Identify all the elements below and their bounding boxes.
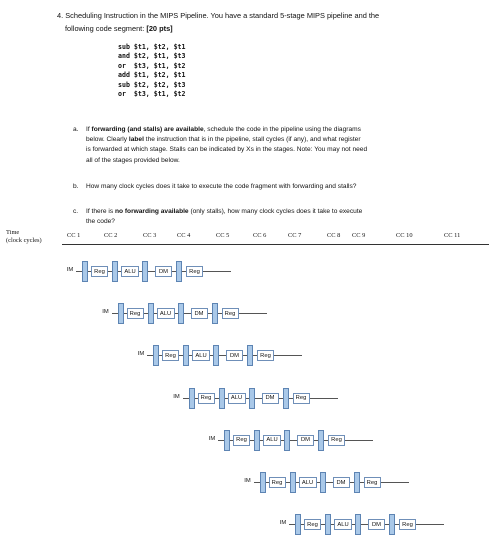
clock-cycle-label: CC 11	[444, 232, 461, 239]
code-line: or $t3, $t1, $t2	[118, 90, 186, 99]
question-header	[57, 9, 477, 35]
pipeline-register	[284, 430, 290, 451]
stage-im: IM	[137, 351, 145, 358]
pipeline-register	[355, 514, 361, 535]
question-title-line1: Scheduling Instruction in the MIPS Pipeline. You have a standard 5-stage MIPS pipeline and the	[65, 11, 380, 20]
code-line: or $t3, $t1, $t2	[118, 61, 186, 70]
stage-reg-write: Reg	[364, 477, 381, 488]
stage-reg-write: Reg	[222, 308, 239, 319]
stage-reg-read: Reg	[198, 393, 215, 404]
clock-cycle-label: CC 2	[104, 232, 118, 239]
pipeline-register	[142, 261, 148, 282]
part-a-text: , schedule the code in the pipeline using the diagrams	[203, 126, 361, 133]
clock-cycles-label: (clock cycles)	[6, 237, 42, 244]
pipeline-register	[153, 345, 159, 366]
pipeline-register	[118, 303, 124, 324]
clock-cycle-label: CC 4	[177, 232, 191, 239]
stage-im: IM	[208, 435, 216, 442]
code-line: and $t2, $t1, $t3	[118, 52, 186, 61]
clock-cycle-label: CC 8	[327, 232, 341, 239]
clock-cycle-label: CC 9	[352, 232, 366, 239]
stage-reg-read: Reg	[127, 308, 144, 319]
stage-alu: ALU	[157, 308, 175, 319]
stage-dm: DM	[191, 308, 208, 319]
pipeline-register	[219, 388, 225, 409]
clock-cycle-label: CC 10	[396, 232, 413, 239]
stage-reg-write: Reg	[186, 266, 203, 277]
stage-alu: ALU	[263, 435, 281, 446]
part-a	[73, 125, 426, 166]
code-segment	[118, 43, 186, 99]
part-c-text: (only stalls), how many clock cycles does it take to execute	[188, 208, 363, 215]
stage-dm: DM	[226, 350, 243, 361]
question-points: [20 pts]	[146, 24, 173, 33]
stage-dm: DM	[297, 435, 314, 446]
stage-alu: ALU	[299, 477, 317, 488]
pipeline-register	[148, 303, 154, 324]
stage-reg-write: Reg	[328, 435, 345, 446]
pipeline-register	[254, 430, 260, 451]
part-a-bold: forwarding (and stalls) are available	[91, 126, 204, 133]
pipeline-register	[249, 388, 255, 409]
time-axis-label	[6, 229, 42, 245]
stage-dm: DM	[333, 477, 350, 488]
time-label: Time	[6, 229, 20, 236]
pipeline-register	[213, 345, 219, 366]
part-a-label: a.	[73, 126, 79, 133]
stage-reg-read: Reg	[304, 519, 321, 530]
pipeline-register	[224, 430, 230, 451]
stage-reg-write: Reg	[293, 393, 310, 404]
stage-im: IM	[173, 393, 180, 400]
stage-reg-write: Reg	[399, 519, 416, 530]
part-c-text: the code?	[86, 218, 115, 226]
pipeline-register	[178, 303, 184, 324]
code-line: add $t1, $t2, $t1	[118, 71, 186, 80]
pipeline-register	[290, 472, 296, 493]
pipeline-register	[389, 514, 395, 535]
pipeline-register	[295, 514, 301, 535]
code-line: sub $t1, $t2, $t1	[118, 43, 186, 51]
pipeline-register	[212, 303, 218, 324]
pipeline-register	[318, 430, 324, 451]
stage-alu: ALU	[121, 266, 139, 277]
stage-reg-read: Reg	[269, 477, 286, 488]
pipeline-register	[320, 472, 326, 493]
pipeline-register	[325, 514, 331, 535]
part-c-text: If there is	[86, 208, 115, 215]
clock-cycle-label: CC 7	[288, 232, 302, 239]
stage-reg-read: Reg	[233, 435, 250, 446]
pipeline-register	[183, 345, 189, 366]
clock-cycle-label: CC 3	[143, 232, 157, 239]
part-b	[73, 182, 446, 192]
pipeline-register	[260, 472, 266, 493]
pipeline-register	[354, 472, 360, 493]
part-b-label: b.	[73, 183, 79, 190]
code-line: sub $t2, $t2, $t3	[118, 80, 186, 89]
time-axis-line	[62, 244, 489, 245]
stage-alu: ALU	[228, 393, 246, 404]
part-a-text: is forwarded at which stage. Stalls can be indicated by Xs in the stages. Note: You may not need	[86, 146, 368, 154]
part-a-bold: label	[128, 136, 144, 144]
clock-cycle-label: CC 5	[216, 232, 230, 239]
pipeline-register	[112, 261, 118, 282]
part-c	[73, 207, 446, 227]
stage-reg-write: Reg	[257, 350, 274, 361]
part-c-label: c.	[73, 208, 79, 215]
pipeline-register	[82, 261, 88, 282]
pipeline-register	[176, 261, 182, 282]
clock-cycle-label: CC 1	[67, 232, 81, 239]
question-title-line2: following code segment:	[65, 24, 145, 33]
stage-dm: DM	[368, 519, 385, 530]
part-c-bold: no forwarding available	[114, 208, 189, 215]
part-a-text: If	[86, 126, 92, 133]
pipeline-register	[189, 388, 195, 409]
stage-reg-read: Reg	[91, 266, 108, 277]
stage-reg-read: Reg	[162, 350, 179, 361]
stage-im: IM	[279, 520, 287, 527]
stage-alu: ALU	[334, 519, 352, 530]
part-b-text: How many clock cycles does it take to execute the code fragment with forwarding and stalls?	[86, 183, 357, 190]
part-a-text: the instruction that is in the pipeline, stall cycles (if any), and what register	[143, 136, 361, 144]
part-a-text: below. Clearly	[86, 136, 129, 144]
stage-im: IM	[102, 309, 109, 316]
part-a-text: all of the stages provided below.	[86, 156, 180, 164]
question-number: 4.	[57, 11, 64, 20]
stage-alu: ALU	[192, 350, 210, 361]
stage-dm: DM	[262, 393, 279, 404]
stage-dm: DM	[155, 266, 172, 277]
stage-im: IM	[244, 478, 251, 484]
pipeline-register	[247, 345, 253, 366]
clock-cycle-label: CC 6	[253, 232, 267, 239]
stage-im: IM	[66, 267, 74, 273]
pipeline-register	[283, 388, 289, 409]
